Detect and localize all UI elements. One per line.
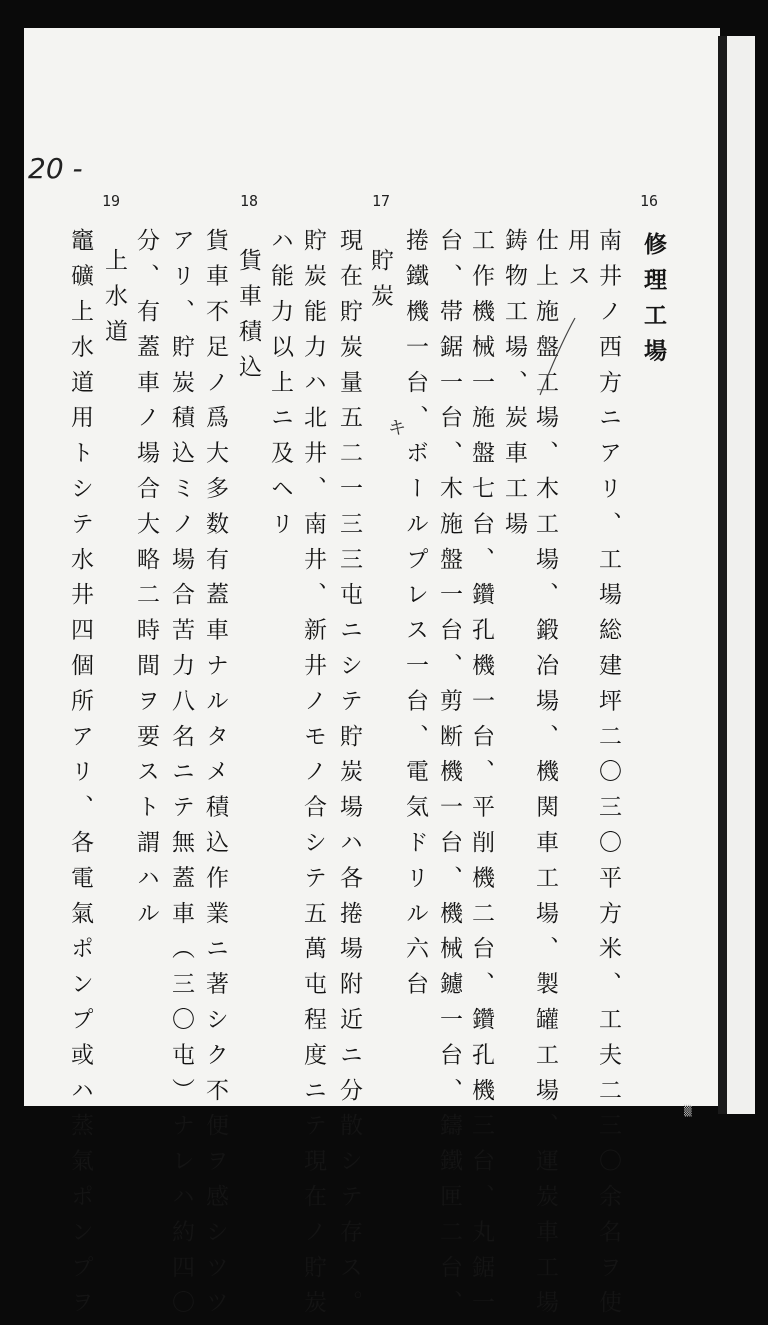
text-column: 鋳物工場、炭車工場 [501,228,527,547]
text-column: 仕上施盤工場、木工場、鍛冶場、機関車工場、製罐工場、運炭車工場 [532,228,558,1325]
text-column: 現在貯炭量五二一三三屯ニシテ貯炭場ハ各捲場附近ニ分散シテ存ス。 [336,228,362,1325]
text-column: 台、帯鋸一台、木施盤一台、剪断機一台、機械鑢一台、鑄鐵匣二台、 [436,228,462,1325]
text-column: 貯炭能力ハ北井、南井、新井ノモノ合シテ五萬屯程度ニテ現在ノ貯炭 [300,228,326,1325]
text-column: 捲鐵機一台、ボールプレス一台、電気ドリル六台 [402,228,428,1007]
margin-note: 20 - [28,152,83,185]
text-column: 貨車不足ノ爲大多数有蓋車ナルタメ積込作業ニ著シク不便ヲ感シツツ [202,228,228,1325]
text-column: 用ス [564,228,590,299]
section-number-18: 18 [240,192,259,210]
section-number-17: 17 [372,192,391,210]
text-column: 竈礦上水道用トシテ水井四個所アリ、各電氣ポンプ或ハ蒸氣ポンプヲ [67,228,93,1325]
text-column: 工作機械一施盤七台、鑽孔機一台、平削機二台、鑽孔機三台、丸鋸一 [468,228,494,1325]
binding-strip [718,36,727,1114]
text-column: アリ、貯炭積込ミノ場合苦力八名ニテ無蓋車（三〇屯）ナレハ約四〇 [168,228,194,1325]
scan-mark: ▒ [684,1106,692,1117]
text-column: ハ能力以上ニ及ヘリ [267,228,293,547]
heading-freight-loading: 貨車積込 [235,248,261,390]
heading-water-supply: 上水道 [101,248,127,355]
section-number-19: 19 [102,192,121,210]
next-page-edge [727,36,755,1114]
section-number-16: 16 [640,192,659,210]
text-column: 分、有蓋車ノ場合大略二時間ヲ要スト謂ハル [133,228,159,936]
text-column: 南井ノ西方ニアリ、工場総建坪二〇三〇平方米、工夫二三〇余名ヲ使 [595,228,621,1325]
heading-coal-storage: 貯炭 [367,248,393,319]
pencil-annotation: キ [388,418,406,439]
heading-repair-workshop: 修理工場 [640,232,667,374]
